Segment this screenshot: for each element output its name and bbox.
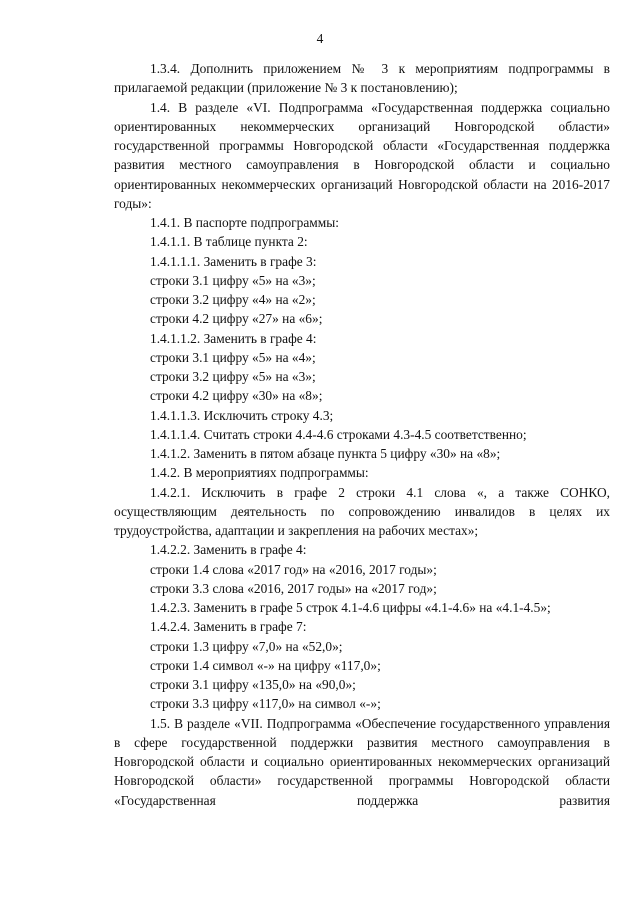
paragraph-1-4-2-1: 1.4.2.1. Исключить в графе 2 строки 4.1 слова «, а также СОНКО, осуществляющим деятельность по сопровождению инвалидов в целях их трудоустройства, адаптации и закрепления на рабочих местах»; — [114, 484, 610, 538]
line-1-4-1-1-1: 1.4.1.1.1. Заменить в графе 3: — [150, 253, 317, 269]
line-1-4-1-1: 1.4.1.1. В таблице пункта 2: — [150, 234, 308, 250]
paragraph-1-4: 1.4. В разделе «VI. Подпрограмма «Государственная поддержка социально ориентированных некоммерческих организаций Новгородской области» государственной программы Новгородской области «Государственная поддержка развития местного самоуправления в Новгородской области и социально ориентированных некоммерческих организаций Новгородской области на 2016-2017 годы»: — [114, 99, 610, 211]
line-1-4-1-2: 1.4.1.2. Заменить в пятом абзаце пункта 5 цифру «30» на «8»; — [150, 446, 501, 461]
paragraph-1-5: 1.5. В разделе «VII. Подпрограмма «Обеспечение государственного управления в сфере государственной поддержки развития местного самоуправления в Новгородской области и социально ориентированных некоммерческих организаций Новгородской области» государственной программы Новгородской области «Государственная поддержка развития — [114, 715, 610, 808]
line-1-4-2: 1.4.2. В мероприятиях подпрограммы: — [150, 465, 369, 481]
line-row-3-3-col7: строки 3.3 цифру «117,0» на символ «-»; — [150, 696, 381, 712]
line-1-4-1-1-4: 1.4.1.1.4. Считать строки 4.4-4.6 строками 4.3-4.5 соответственно; — [150, 426, 527, 442]
line-row-1-4-col4: строки 1.4 слова «2017 год» на «2016, 2017 годы»; — [150, 561, 437, 577]
line-row-4-2-col3: строки 4.2 цифру «27» на «6»; — [150, 311, 323, 327]
paragraph-1-3-4: 1.3.4. Дополнить приложением № 3 к мероприятиям подпрограммы в прилагаемой редакции (приложение № 3 к постановлению); — [114, 61, 610, 96]
document-body — [114, 59, 610, 810]
line-1-4-2-2: 1.4.2.2. Заменить в графе 4: — [150, 542, 307, 558]
line-1-4-1-1-2: 1.4.1.1.2. Заменить в графе 4: — [150, 330, 317, 346]
line-1-4-1: 1.4.1. В паспорте подпрограммы: — [150, 215, 339, 230]
line-row-3-1-col4: строки 3.1 цифру «5» на «4»; — [150, 349, 316, 365]
line-row-3-1-col3: строки 3.1 цифру «5» на «3»; — [150, 272, 316, 288]
line-1-4-1-1-3: 1.4.1.1.3. Исключить строку 4.3; — [150, 407, 334, 423]
line-row-1-4-col7: строки 1.4 символ «-» на цифру «117,0»; — [150, 657, 381, 673]
line-row-4-2-col4: строки 4.2 цифру «30» на «8»; — [150, 388, 323, 404]
line-row-1-3-col7: строки 1.3 цифру «7,0» на «52,0»; — [150, 638, 343, 654]
line-1-4-2-4: 1.4.2.4. Заменить в графе 7: — [150, 619, 307, 635]
line-row-3-3-col4: строки 3.3 слова «2016, 2017 годы» на «2017 год»; — [150, 580, 437, 596]
line-row-3-1-col7: строки 3.1 цифру «135,0» на «90,0»; — [150, 677, 356, 692]
page-number: 4 — [316, 31, 324, 46]
line-1-4-2-3: 1.4.2.3. Заменить в графе 5 строк 4.1-4.6 цифры «4.1-4.6» на «4.1-4.5»; — [150, 600, 551, 615]
line-row-3-2-col3: строки 3.2 цифру «4» на «2»; — [150, 292, 316, 307]
line-row-3-2-col4: строки 3.2 цифру «5» на «3»; — [150, 369, 316, 384]
